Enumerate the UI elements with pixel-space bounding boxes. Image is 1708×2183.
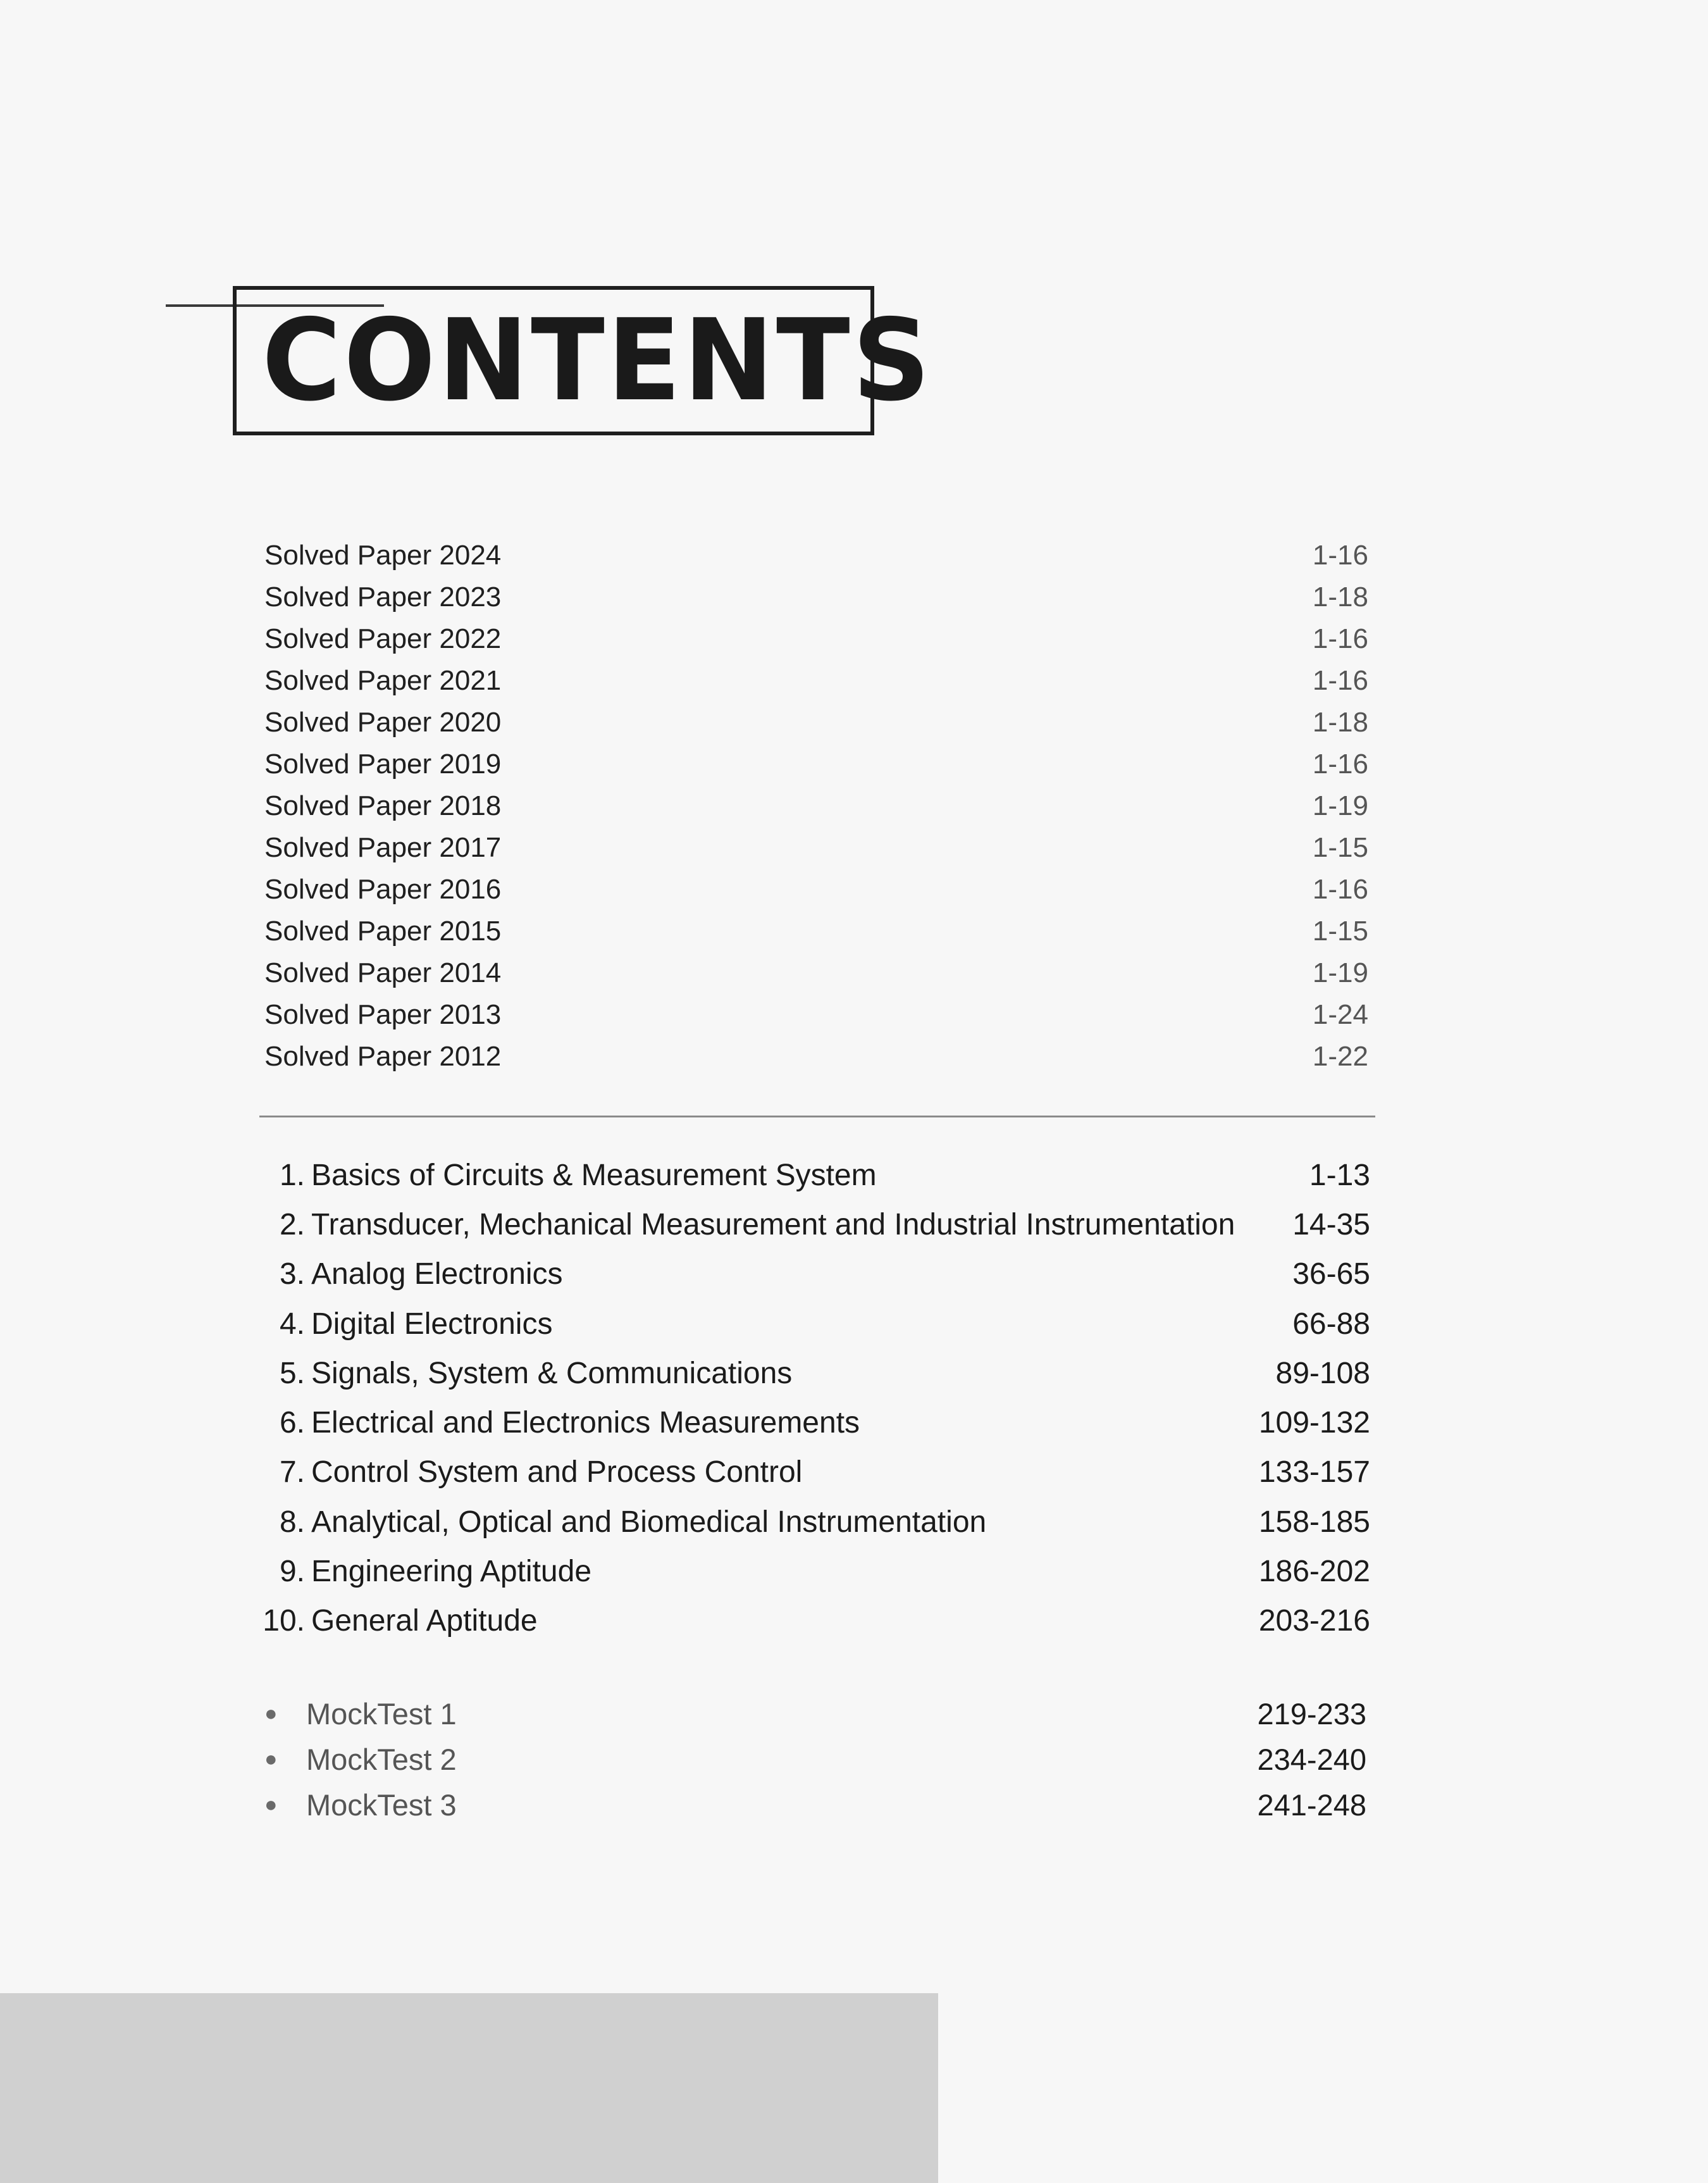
contents-title-box [233, 286, 933, 435]
bullet-icon: ● [264, 1701, 278, 1726]
solved-paper-label: Solved Paper 2013 [264, 999, 502, 1030]
chapter-title: General Aptitude [311, 1604, 538, 1638]
chapters-list [259, 1150, 1370, 1646]
chapter-number: 1. [279, 1158, 305, 1192]
chapter-row[interactable] [259, 1448, 1370, 1497]
solved-paper-pages: 1-16 [1312, 623, 1368, 654]
mock-test-pages: 234-240 [1257, 1742, 1366, 1776]
chapter-title: Electrical and Electronics Measurements [311, 1406, 860, 1440]
solved-paper-row[interactable] [264, 911, 1368, 952]
chapter-title: Signals, System & Communications [311, 1356, 793, 1390]
mock-tests-list [264, 1691, 1366, 1827]
section-divider [259, 1116, 1375, 1117]
solved-paper-pages: 1-15 [1312, 832, 1368, 863]
chapter-number: 10. [263, 1604, 305, 1638]
chapter-number: 2. [279, 1207, 305, 1241]
solved-paper-pages: 1-16 [1312, 665, 1368, 696]
solved-paper-label: Solved Paper 2019 [264, 749, 502, 780]
bullet-icon: ● [264, 1792, 278, 1817]
chapter-row[interactable] [259, 1348, 1370, 1398]
solved-paper-pages: 1-18 [1312, 582, 1368, 613]
mock-test-row[interactable] [264, 1736, 1366, 1782]
mock-test-pages: 241-248 [1257, 1788, 1366, 1822]
solved-paper-label: Solved Paper 2022 [264, 623, 502, 654]
solved-paper-label: Solved Paper 2021 [264, 665, 502, 696]
solved-paper-label: Solved Paper 2024 [264, 540, 502, 571]
solved-paper-pages: 1-16 [1312, 540, 1368, 571]
chapter-row[interactable] [259, 1497, 1370, 1546]
chapter-row[interactable] [259, 1150, 1370, 1200]
chapter-number: 4. [279, 1307, 305, 1341]
chapter-pages: 89-108 [1275, 1356, 1370, 1390]
solved-paper-row[interactable] [264, 743, 1368, 785]
solved-paper-pages: 1-16 [1312, 749, 1368, 780]
solved-paper-pages: 1-24 [1312, 999, 1368, 1030]
chapter-title: Transducer, Mechanical Measurement and Industrial Instrumentation [311, 1207, 1235, 1241]
chapter-number: 9. [279, 1555, 305, 1589]
chapter-number: 6. [279, 1406, 305, 1440]
solved-paper-row[interactable] [264, 1036, 1368, 1078]
chapter-row[interactable] [259, 1596, 1370, 1646]
bullet-icon: ● [264, 1746, 278, 1771]
chapter-pages: 133-157 [1258, 1455, 1370, 1490]
chapter-pages: 109-132 [1258, 1406, 1370, 1440]
mock-test-row[interactable] [264, 1691, 1366, 1736]
solved-paper-pages: 1-16 [1312, 874, 1368, 905]
solved-paper-row[interactable] [264, 827, 1368, 869]
chapter-title: Analog Electronics [311, 1257, 563, 1291]
solved-paper-label: Solved Paper 2018 [264, 790, 502, 821]
solved-paper-row[interactable] [264, 869, 1368, 911]
chapter-pages: 66-88 [1292, 1307, 1370, 1341]
solved-paper-pages: 1-19 [1312, 790, 1368, 821]
footer-gray-block [0, 1993, 938, 2183]
chapter-title: Analytical, Optical and Biomedical Instrumentation [311, 1505, 987, 1539]
solved-paper-row[interactable] [264, 576, 1368, 618]
solved-paper-row[interactable] [264, 785, 1368, 827]
solved-paper-pages: 1-19 [1312, 957, 1368, 988]
mock-test-row[interactable] [264, 1782, 1366, 1827]
solved-paper-row[interactable] [264, 702, 1368, 743]
chapter-pages: 158-185 [1258, 1505, 1370, 1539]
chapter-pages: 1-13 [1309, 1158, 1370, 1192]
solved-paper-label: Solved Paper 2017 [264, 832, 502, 863]
chapter-number: 8. [279, 1505, 305, 1539]
solved-papers-list [264, 535, 1368, 1078]
mock-test-title: MockTest 2 [306, 1742, 457, 1776]
solved-paper-label: Solved Paper 2014 [264, 957, 502, 988]
solved-paper-row[interactable] [264, 660, 1368, 702]
chapter-row[interactable] [259, 1299, 1370, 1348]
chapter-number: 7. [279, 1455, 305, 1490]
chapter-number: 5. [279, 1356, 305, 1390]
solved-paper-pages: 1-18 [1312, 707, 1368, 738]
chapter-pages: 36-65 [1292, 1257, 1370, 1291]
chapter-title: Digital Electronics [311, 1307, 553, 1341]
chapter-pages: 14-35 [1292, 1207, 1370, 1241]
solved-paper-label: Solved Paper 2015 [264, 916, 502, 947]
solved-paper-row[interactable] [264, 535, 1368, 576]
solved-paper-label: Solved Paper 2023 [264, 582, 502, 613]
mock-test-title: MockTest 1 [306, 1696, 457, 1731]
chapter-pages: 203-216 [1258, 1604, 1370, 1638]
solved-paper-label: Solved Paper 2016 [264, 874, 502, 905]
chapter-row[interactable] [259, 1398, 1370, 1447]
chapter-row[interactable] [259, 1250, 1370, 1299]
chapter-title: Control System and Process Control [311, 1455, 803, 1490]
chapter-title: Basics of Circuits & Measurement System [311, 1158, 877, 1192]
chapter-title: Engineering Aptitude [311, 1555, 592, 1589]
mock-test-title: MockTest 3 [306, 1788, 457, 1822]
solved-paper-pages: 1-22 [1312, 1041, 1368, 1072]
chapter-number: 3. [279, 1257, 305, 1291]
chapter-row[interactable] [259, 1546, 1370, 1596]
solved-paper-row[interactable] [264, 994, 1368, 1036]
solved-paper-label: Solved Paper 2020 [264, 707, 502, 738]
chapter-pages: 186-202 [1258, 1555, 1370, 1589]
solved-paper-label: Solved Paper 2012 [264, 1041, 502, 1072]
page-title: CONTENTS [262, 295, 933, 426]
solved-paper-row[interactable] [264, 952, 1368, 994]
mock-test-pages: 219-233 [1257, 1696, 1366, 1731]
solved-paper-pages: 1-15 [1312, 916, 1368, 947]
solved-paper-row[interactable] [264, 618, 1368, 660]
chapter-row[interactable] [259, 1200, 1370, 1249]
